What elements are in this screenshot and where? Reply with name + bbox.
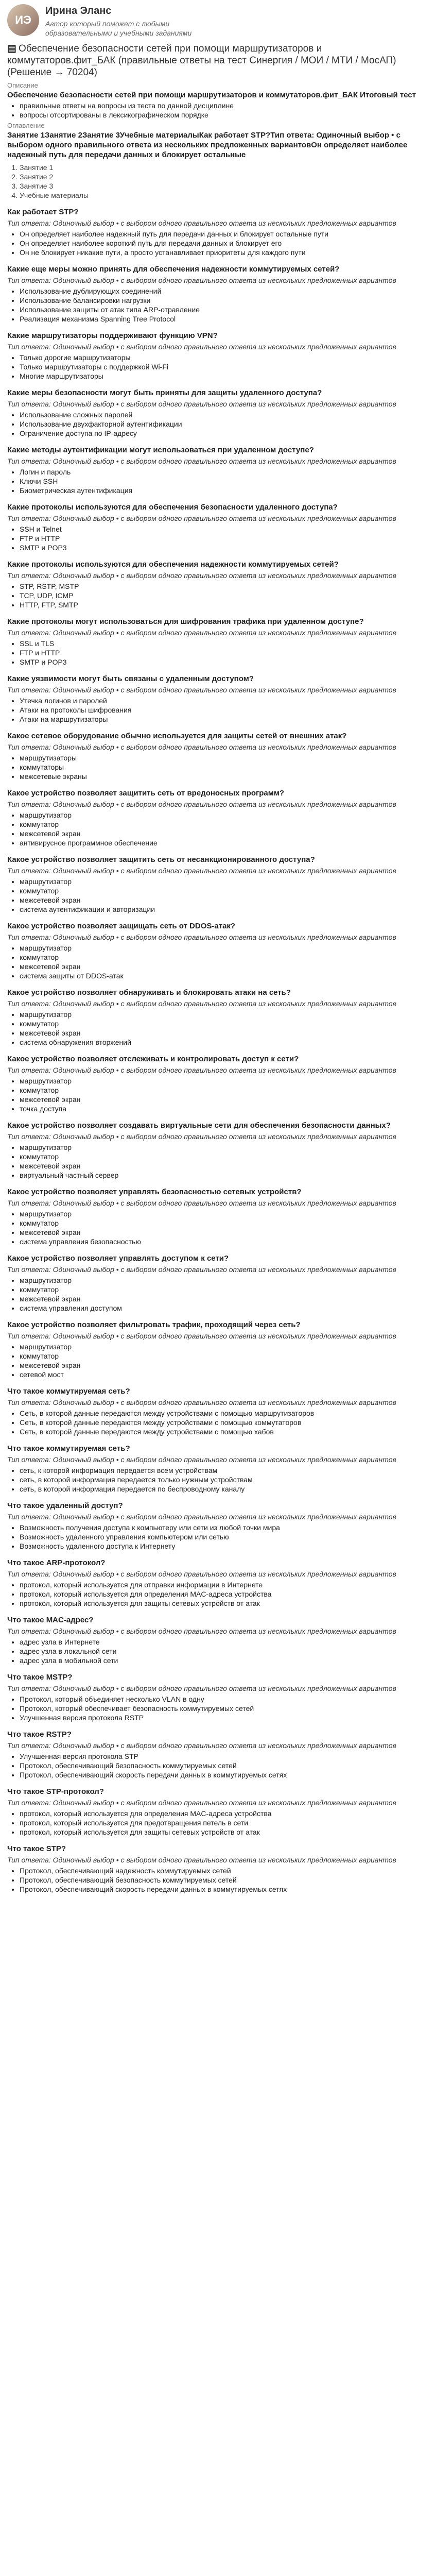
answer-option: • HTTP, FTP, SMTP (20, 600, 429, 609)
answer-options (7, 1523, 429, 1551)
description-list (7, 101, 429, 120)
question-title: Какие маршрутизаторы поддерживают функцию VPN? (7, 331, 218, 340)
answer-option: • Протокол, обеспечивающий безопасность коммутируемых сетей (20, 1761, 429, 1770)
answer-option: • STP, RSTP, MSTP (20, 582, 429, 591)
question-block (7, 674, 429, 724)
question-title: Какие меры безопасности могут быть приняты для защиты удаленного доступа? (7, 388, 322, 397)
answer-type: Тип ответа: Одиночный выбор • с выбором одного правильного ответа из нескольких предложенных вариантов (7, 1741, 396, 1750)
question-title: Какие еще меры можно принять для обеспечения надежности коммутируемых сетей? (7, 265, 340, 274)
toc-label: Оглавление (7, 122, 45, 129)
answer-option: • TCP, UDP, ICMP (20, 591, 429, 600)
answer-type: Тип ответа: Одиночный выбор • с выбором одного правильного ответа из нескольких предложенных вариантов (7, 400, 396, 408)
answer-options (7, 467, 429, 495)
answer-option: • коммутатор (20, 820, 429, 829)
question-block (7, 1444, 429, 1494)
answer-option: • Возможность получения доступа к компьютеру или сети из любой точки мира (20, 1523, 429, 1532)
answer-option: • Сеть, в которой данные передаются между устройствами с помощью коммутаторов (20, 1418, 429, 1427)
question-title: Что такое ARP-протокол? (7, 1558, 106, 1567)
answer-options (7, 943, 429, 980)
answer-type: Тип ответа: Одиночный выбор • с выбором одного правильного ответа из нескольких предложенных вариантов (7, 743, 396, 751)
description-item: • правильные ответы на вопросы из теста по данной дисциплине (20, 101, 429, 110)
question-title: Какое устройство позволяет защитить сеть от несанкционированного доступа? (7, 855, 315, 864)
toc-title: Занятие 1Занятие 2Занятие 3Учебные материалыКак работает STP?Тип ответа: Одиночный выбор • с выбором одного правильного ответа из нескольких предложенных вариантовОн определяет наиболее надежный путь для передачи данных и блокирует остальные (7, 131, 408, 159)
answer-option: • маршрутизатор (20, 943, 429, 953)
toc-item[interactable]: 2. Занятие 2 (20, 172, 429, 181)
answer-option: • межсетевой экран (20, 1361, 429, 1370)
question-title: Какие уязвимости могут быть связаны с удаленным доступом? (7, 674, 254, 683)
answer-type: Тип ответа: Одиночный выбор • с выбором одного правильного ответа из нескольких предложенных вариантов (7, 1265, 396, 1274)
answer-options (7, 1752, 429, 1780)
answer-options (7, 286, 429, 324)
answer-type: Тип ответа: Одиночный выбор • с выбором одного правильного ответа из нескольких предложенных вариантов (7, 1332, 396, 1340)
answer-option: • коммутатор (20, 1285, 429, 1294)
answer-option: • Биометрическая аутентификация (20, 486, 429, 495)
question-title: Какие протоколы используются для обеспечения безопасности удаленного доступа? (7, 503, 338, 512)
answer-type: Тип ответа: Одиночный выбор • с выбором одного правильного ответа из нескольких предложенных вариантов (7, 571, 396, 580)
answer-type: Тип ответа: Одиночный выбор • с выбором одного правильного ответа из нескольких предложенных вариантов (7, 1132, 396, 1141)
answer-option: • коммутатор (20, 1019, 429, 1028)
answer-option: • Протокол, обеспечивающий скорость передачи данных в коммутируемых сетях (20, 1770, 429, 1780)
answer-options (7, 1276, 429, 1313)
answer-option: • Использование сложных паролей (20, 410, 429, 419)
answer-options (7, 229, 429, 257)
question-block (7, 1672, 429, 1722)
answer-type: Тип ответа: Одиночный выбор • с выбором одного правильного ответа из нескольких предложенных вариантов (7, 1066, 396, 1074)
answer-option: • виртуальный частный сервер (20, 1171, 429, 1180)
question-title: Что такое коммутируемая сеть? (7, 1387, 130, 1396)
question-title: Какие протоколы могут использоваться для шифрования трафика при удаленном доступе? (7, 617, 364, 626)
answer-option: • Он не блокирует никакие пути, а просто устанавливает приоритеты для каждого пути (20, 248, 429, 257)
answer-option: • Улучшенная версия протокола STP (20, 1752, 429, 1761)
answer-type: Тип ответа: Одиночный выбор • с выбором одного правильного ответа из нескольких предложенных вариантов (7, 343, 396, 351)
answer-option: • Только дорогие маршрутизаторы (20, 353, 429, 362)
answer-option: • маршрутизатор (20, 1010, 429, 1019)
question-title: Какие протоколы используются для обеспечения надежности коммутируемых сетей? (7, 560, 339, 569)
question-block (7, 264, 429, 324)
answer-option: • Он определяет наиболее короткий путь для передачи данных и блокирует его (20, 239, 429, 248)
questions-list (7, 207, 429, 1894)
answer-type: Тип ответа: Одиночный выбор • с выбором одного правильного ответа из нескольких предложенных вариантов (7, 1513, 396, 1521)
answer-option: • маршрутизатор (20, 1143, 429, 1152)
answer-options (7, 1694, 429, 1722)
answer-option: • Возможность удаленного управления компьютером или сетью (20, 1532, 429, 1541)
answer-option: • коммутатор (20, 1086, 429, 1095)
question-title: Какие методы аутентификации могут использоваться при удаленном доступе? (7, 446, 314, 454)
question-block (7, 921, 429, 980)
answer-option: • межсетевой экран (20, 1028, 429, 1038)
answer-option: • Протокол, обеспечивающий надежность коммутируемых сетей (20, 1866, 429, 1875)
answer-option: • межсетевой экран (20, 962, 429, 971)
question-title: Что такое удаленный доступ? (7, 1501, 123, 1510)
question-block (7, 1386, 429, 1436)
description-item: • вопросы отсортированы в лексикографическом порядке (20, 110, 429, 120)
answer-type: Тип ответа: Одиночный выбор • с выбором одного правильного ответа из нескольких предложенных вариантов (7, 1856, 396, 1864)
answer-option: • Протокол, который обеспечивает безопасность коммутируемых сетей (20, 1704, 429, 1713)
question-block (7, 1615, 429, 1665)
answer-type: Тип ответа: Одиночный выбор • с выбором одного правильного ответа из нескольких предложенных вариантов (7, 219, 396, 227)
answer-option: • протокол, который используется для отправки информации в Интернете (20, 1580, 429, 1589)
avatar[interactable]: ИЭ (7, 4, 39, 36)
answer-option: • Реализация механизма Spanning Tree Protocol (20, 314, 429, 324)
question-title: Какое устройство позволяет управлять доступом к сети? (7, 1254, 229, 1263)
answer-option: • межсетевой экран (20, 1294, 429, 1303)
answer-options (7, 1580, 429, 1608)
question-title: Какое устройство позволяет защищать сеть от DDOS-атак? (7, 922, 236, 930)
answer-option: • коммутатор (20, 1351, 429, 1361)
question-block (7, 1054, 429, 1113)
answer-option: • Сеть, в которой данные передаются между устройствами с помощью хабов (20, 1427, 429, 1436)
answer-options (7, 1866, 429, 1894)
answer-option: • адрес узла в Интернете (20, 1637, 429, 1647)
question-block (7, 1787, 429, 1837)
description-title: Обеспечение безопасности сетей при помощи маршрутизаторов и коммутаторов.фит_БАК Итоговый тест (7, 91, 416, 99)
answer-option: • Использование защиты от атак типа ARP-отравление (20, 305, 429, 314)
question-title: Что такое STP-протокол? (7, 1787, 104, 1796)
document-icon: ▤ (7, 43, 16, 54)
answer-option: • антивирусное программное обеспечение (20, 838, 429, 848)
answer-option: • протокол, который используется для определения MAC-адреса устройства (20, 1589, 429, 1599)
answer-option: • межсетевой экран (20, 1228, 429, 1237)
answer-options (7, 1010, 429, 1047)
answer-option: • Атаки на протоколы шифрования (20, 705, 429, 715)
answer-option: • система управления безопасностью (20, 1237, 429, 1246)
answer-type: Тип ответа: Одиночный выбор • с выбором одного правильного ответа из нескольких предложенных вариантов (7, 1570, 396, 1578)
answer-option: • маршрутизатор (20, 1276, 429, 1285)
page-title (7, 43, 429, 78)
answer-option: • протокол, который используется для определения MAC-адреса устройства (20, 1809, 429, 1818)
answer-option: • Протокол, который объединяет несколько VLAN в одну (20, 1694, 429, 1704)
answer-options (7, 1637, 429, 1665)
answer-option: • маршрутизатор (20, 877, 429, 886)
question-block (7, 1253, 429, 1313)
question-block (7, 1558, 429, 1608)
answer-option: • коммутатор (20, 886, 429, 895)
answer-option: • сеть, к которой информация передается всем устройствам (20, 1466, 429, 1475)
question-block (7, 617, 429, 667)
answer-type: Тип ответа: Одиночный выбор • с выбором одного правильного ответа из нескольких предложенных вариантов (7, 686, 396, 694)
answer-option: • Только маршрутизаторы с поддержкой Wi-Fi (20, 362, 429, 371)
answer-type: Тип ответа: Одиночный выбор • с выбором одного правильного ответа из нескольких предложенных вариантов (7, 1799, 396, 1807)
answer-options (7, 524, 429, 552)
answer-option: • Он определяет наиболее надежный путь для передачи данных и блокирует остальные пути (20, 229, 429, 239)
answer-option: • SMTP и POP3 (20, 543, 429, 552)
question-title: Какое устройство позволяет создавать виртуальные сети для обеспечения безопасности данных? (7, 1121, 391, 1130)
answer-option: • протокол, который используется для защиты сетевых устройств от атак (20, 1827, 429, 1837)
answer-option: • протокол, который используется для защиты сетевых устройств от атак (20, 1599, 429, 1608)
question-title: Какое устройство позволяет защитить сеть от вредоносных программ? (7, 789, 285, 798)
answer-option: • межсетевой экран (20, 1095, 429, 1104)
answer-option: • сетевой мост (20, 1370, 429, 1379)
answer-options (7, 877, 429, 914)
answer-option: • Ключи SSH (20, 477, 429, 486)
question-block (7, 1320, 429, 1379)
answer-option: • Протокол, обеспечивающий безопасность коммутируемых сетей (20, 1875, 429, 1885)
answer-options (7, 1076, 429, 1113)
answer-option: • система обнаружения вторжений (20, 1038, 429, 1047)
answer-options (7, 810, 429, 848)
author-description: Автор который поможет с любыми образовательными и учебными заданиями (45, 20, 192, 37)
answer-type: Тип ответа: Одиночный выбор • с выбором одного правильного ответа из нескольких предложенных вариантов (7, 1398, 396, 1406)
question-title: Что такое STP? (7, 1844, 66, 1853)
question-title: Какое сетевое оборудование обычно используется для защиты сетей от внешних атак? (7, 732, 347, 740)
question-block (7, 731, 429, 781)
answer-option: • сеть, в которой информация передается по беспроводному каналу (20, 1484, 429, 1494)
answer-type: Тип ответа: Одиночный выбор • с выбором одного правильного ответа из нескольких предложенных вариантов (7, 629, 396, 637)
toc-list (7, 163, 429, 200)
answer-type: Тип ответа: Одиночный выбор • с выбором одного правильного ответа из нескольких предложенных вариантов (7, 1455, 396, 1464)
answer-option: • SSH и Telnet (20, 524, 429, 534)
answer-option: • маршрутизатор (20, 1076, 429, 1086)
answer-type: Тип ответа: Одиночный выбор • с выбором одного правильного ответа из нескольких предложенных вариантов (7, 1627, 396, 1635)
question-block (7, 331, 429, 381)
question-title: Что такое коммутируемая сеть? (7, 1444, 130, 1453)
description-label: Описание (7, 81, 38, 89)
question-title: Как работает STP? (7, 208, 79, 216)
question-title: Какое устройство позволяет отслеживать и контролировать доступ к сети? (7, 1055, 299, 1063)
answer-option: • коммутатор (20, 1218, 429, 1228)
question-block (7, 388, 429, 438)
answer-option: • FTP и HTTP (20, 648, 429, 657)
answer-option: • коммутатор (20, 953, 429, 962)
question-title: Какое устройство позволяет фильтровать трафик, проходящий через сеть? (7, 1320, 301, 1329)
answer-option: • точка доступа (20, 1104, 429, 1113)
question-block (7, 560, 429, 609)
answer-option: • Протокол, обеспечивающий скорость передачи данных в коммутируемых сетях (20, 1885, 429, 1894)
question-title: Какое устройство позволяет управлять безопасностью сетевых устройств? (7, 1188, 302, 1196)
answer-option: • Возможность удаленного доступа к Интернету (20, 1541, 429, 1551)
answer-option: • межсетевой экран (20, 895, 429, 905)
question-block (7, 1501, 429, 1551)
answer-option: • система аутентификации и авторизации (20, 905, 429, 914)
question-block (7, 1187, 429, 1246)
question-title: Что такое RSTP? (7, 1730, 72, 1739)
answer-options (7, 1143, 429, 1180)
answer-option: • FTP и HTTP (20, 534, 429, 543)
author-name[interactable]: Ирина Эланс (45, 5, 112, 16)
answer-option: • Атаки на маршрутизаторы (20, 715, 429, 724)
answer-options (7, 582, 429, 609)
question-block (7, 445, 429, 495)
question-title: Какое устройство позволяет обнаруживать и блокировать атаки на сеть? (7, 988, 291, 997)
answer-option: • Сеть, в которой данные передаются между устройствами с помощью маршрутизаторов (20, 1409, 429, 1418)
answer-options (7, 1466, 429, 1494)
answer-option: • Ограничение доступа по IP-адресу (20, 429, 429, 438)
question-block (7, 788, 429, 848)
answer-option: • Использование балансировки нагрузки (20, 296, 429, 305)
question-block (7, 1121, 429, 1180)
answer-type: Тип ответа: Одиночный выбор • с выбором одного правильного ответа из нескольких предложенных вариантов (7, 1684, 396, 1692)
answer-option: • межсетевые экраны (20, 772, 429, 781)
answer-type: Тип ответа: Одиночный выбор • с выбором одного правильного ответа из нескольких предложенных вариантов (7, 933, 396, 941)
answer-option: • система управления доступом (20, 1303, 429, 1313)
answer-type: Тип ответа: Одиночный выбор • с выбором одного правильного ответа из нескольких предложенных вариантов (7, 457, 396, 465)
answer-option: • SMTP и POP3 (20, 657, 429, 667)
question-title: Что такое MAC-адрес? (7, 1616, 94, 1624)
answer-option: • система защиты от DDOS-атак (20, 971, 429, 980)
question-block (7, 1844, 429, 1894)
answer-option: • маршрутизатор (20, 810, 429, 820)
answer-option: • Использование двухфакторной аутентификации (20, 419, 429, 429)
answer-option: • SSL и TLS (20, 639, 429, 648)
answer-option: • маршрутизаторы (20, 753, 429, 762)
page-title-text: Обеспечение безопасности сетей при помощи маршрутизаторов и коммутаторов.фит_БАК (правильные ответы на тест Синергия / МОИ / МТИ / МосАП) (Решение → 70204) (7, 43, 396, 78)
answer-option: • Многие маршрутизаторы (20, 371, 429, 381)
answer-options (7, 1209, 429, 1246)
answer-option: • адрес узла в локальной сети (20, 1647, 429, 1656)
answer-options (7, 1409, 429, 1436)
toc-item[interactable]: 4. Учебные материалы (20, 191, 429, 200)
answer-option: • коммутатор (20, 1152, 429, 1161)
answer-option: • маршрутизатор (20, 1209, 429, 1218)
question-block (7, 988, 429, 1047)
answer-option: • межсетевой экран (20, 829, 429, 838)
answer-option: • Логин и пароль (20, 467, 429, 477)
answer-options (7, 410, 429, 438)
author-info (45, 4, 231, 38)
answer-type: Тип ответа: Одиночный выбор • с выбором одного правильного ответа из нескольких предложенных вариантов (7, 999, 396, 1008)
question-block (7, 207, 429, 257)
author-card (7, 4, 429, 38)
answer-option: • коммутаторы (20, 762, 429, 772)
answer-option: • Использование дублирующих соединений (20, 286, 429, 296)
question-title: Что такое MSTP? (7, 1673, 73, 1682)
answer-option: • протокол, который используется для предотвращения петель в сети (20, 1818, 429, 1827)
answer-type: Тип ответа: Одиночный выбор • с выбором одного правильного ответа из нескольких предложенных вариантов (7, 276, 396, 284)
answer-option: • Улучшенная версия протокола RSTP (20, 1713, 429, 1722)
answer-option: • маршрутизатор (20, 1342, 429, 1351)
answer-option: • сеть, в которой информация передается только нужным устройствам (20, 1475, 429, 1484)
answer-type: Тип ответа: Одиночный выбор • с выбором одного правильного ответа из нескольких предложенных вариантов (7, 800, 396, 808)
toc-item[interactable]: 1. Занятие 1 (20, 163, 429, 172)
answer-options (7, 1342, 429, 1379)
answer-option: • Утечка логинов и паролей (20, 696, 429, 705)
toc-item[interactable]: 3. Занятие 3 (20, 181, 429, 191)
answer-options (7, 353, 429, 381)
answer-option: • адрес узла в мобильной сети (20, 1656, 429, 1665)
answer-option: • межсетевой экран (20, 1161, 429, 1171)
answer-type: Тип ответа: Одиночный выбор • с выбором одного правильного ответа из нескольких предложенных вариантов (7, 514, 396, 522)
answer-options (7, 639, 429, 667)
answer-options (7, 1809, 429, 1837)
answer-options (7, 753, 429, 781)
answer-options (7, 696, 429, 724)
question-block (7, 502, 429, 552)
question-block (7, 1730, 429, 1780)
question-block (7, 855, 429, 914)
answer-type: Тип ответа: Одиночный выбор • с выбором одного правильного ответа из нескольких предложенных вариантов (7, 1199, 396, 1207)
answer-type: Тип ответа: Одиночный выбор • с выбором одного правильного ответа из нескольких предложенных вариантов (7, 867, 396, 875)
